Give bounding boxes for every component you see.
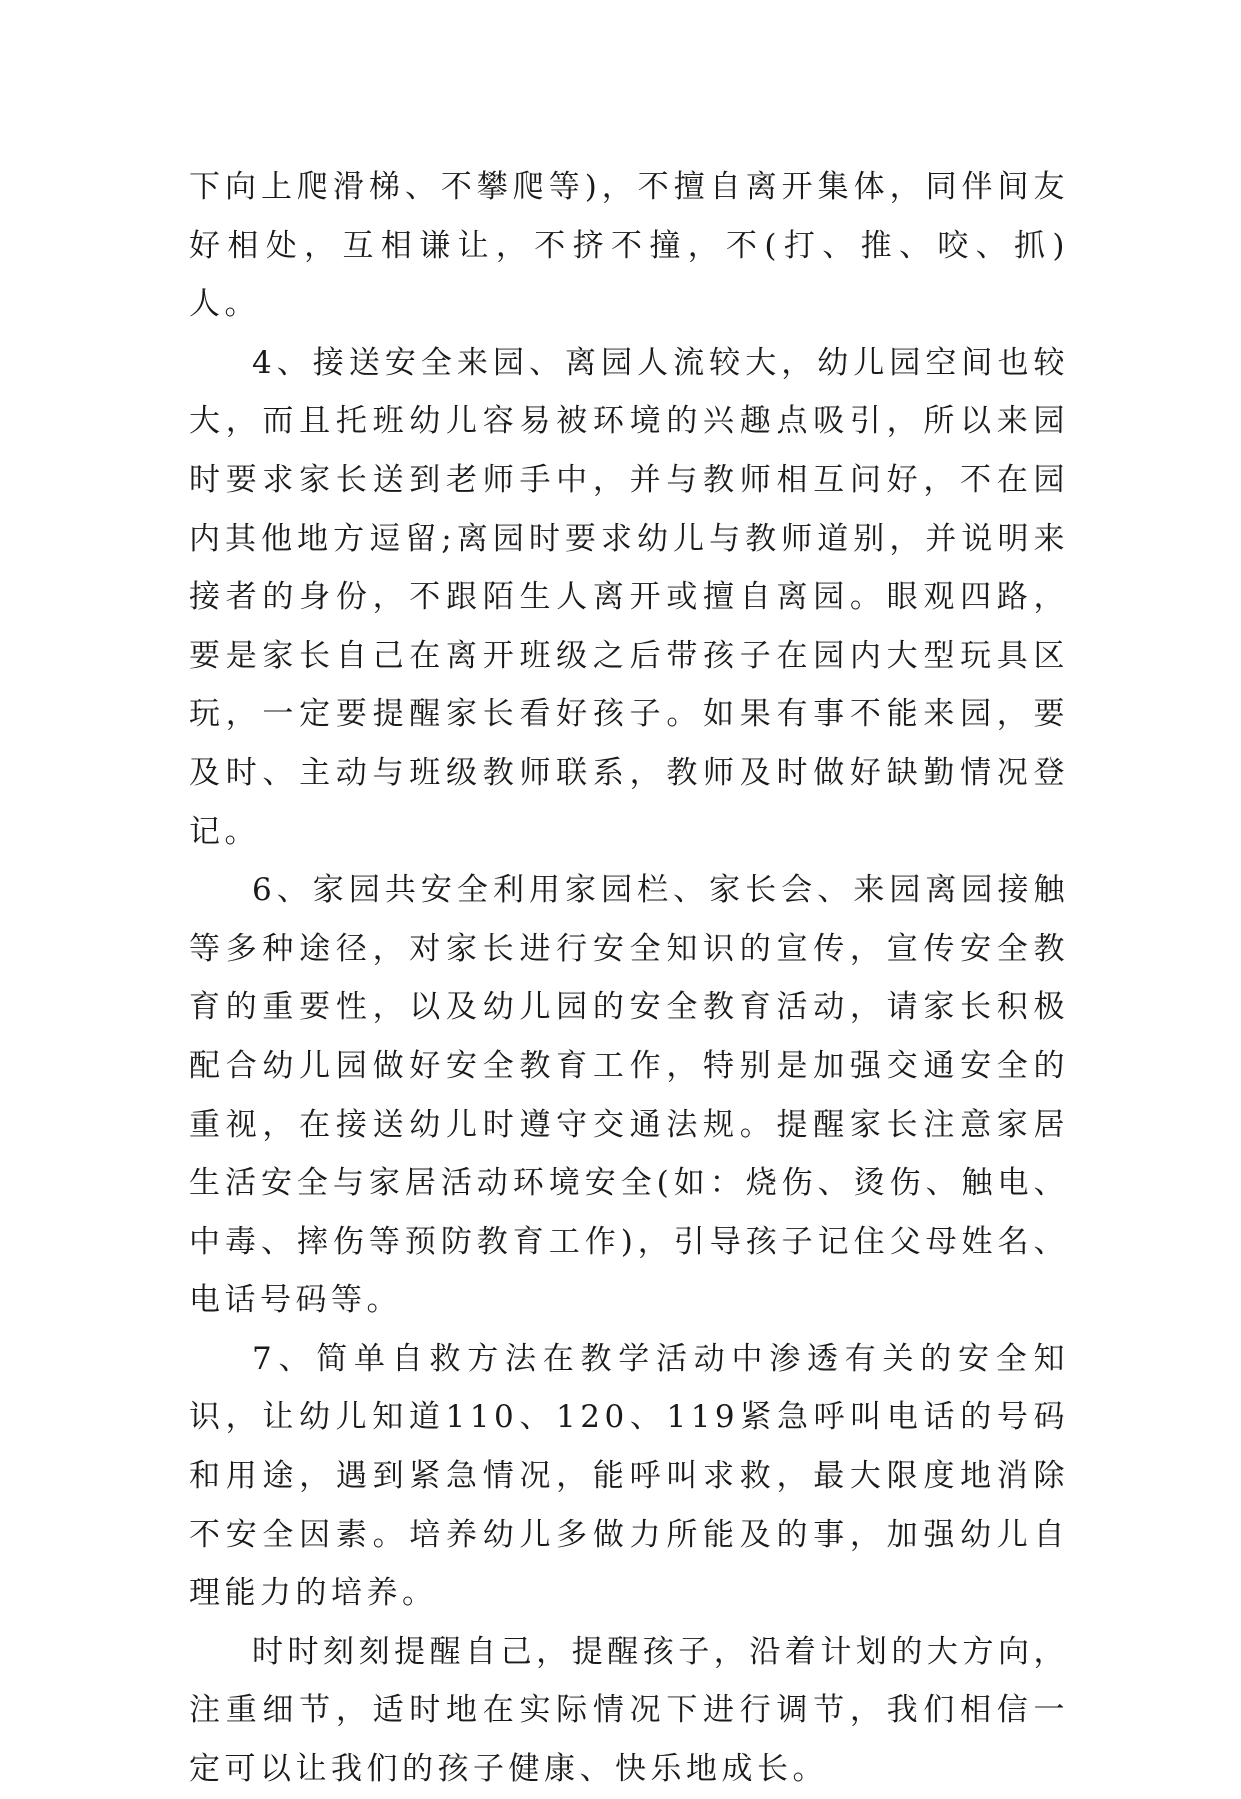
paragraph-self-rescue: 7、简单自救方法在教学活动中渗透有关的安全知识，让幼儿知道110、120、119紧急呼叫电话的号码和用途，遇到紧急情况，能呼叫求救，最大限度地消除不安全因素。培养幼儿多做力所能及的事，加强幼儿自理能力的培养。 <box>189 1340 1069 1612</box>
paragraph-conclusion: 时时刻刻提醒自己，提醒孩子，沿着计划的大方向，注重细节，适时地在实际情况下进行调节，我们相信一定可以让我们的孩子健康、快乐地成长。 <box>189 1633 1069 1788</box>
paragraph-continuation: 下向上爬滑梯、不攀爬等)，不擅自离开集体，同伴间友好相处，互相谦让，不挤不撞，不(打、推、咬、抓)人。 <box>189 169 1069 323</box>
paragraph-pickup-safety: 4、接送安全来园、离园人流较大，幼儿园空间也较大，而且托班幼儿容易被环境的兴趣点吸引，所以来园时要求家长送到老师手中，并与教师相互问好，不在园内其他地方逗留;离园时要求幼儿与教师道别，并说明来接者的身份，不跟陌生人离开或擅自离园。眼观四路，要是家长自己在离开班级之后带孩子在园内大型玩具区玩，一定要提醒家长看好孩子。如果有事不能来园，要及时、主动与班级教师联系，教师及时做好缺勤情况登记。 <box>189 344 1069 850</box>
document-body <box>189 158 1069 1799</box>
paragraph-home-school-safety: 6、家园共安全利用家园栏、家长会、来园离园接触等多种途径，对家长进行安全知识的宣传，宣传安全教育的重要性，以及幼儿园的安全教育活动，请家长积极配合幼儿园做好安全教育工作，特别是加强交通安全的重视，在接送幼儿时遵守交通法规。提醒家长注意家居生活安全与家居活动环境安全(如：烧伤、烫伤、触电、中毒、摔伤等预防教育工作)，引导孩子记住父母姓名、电话号码等。 <box>189 872 1069 1319</box>
